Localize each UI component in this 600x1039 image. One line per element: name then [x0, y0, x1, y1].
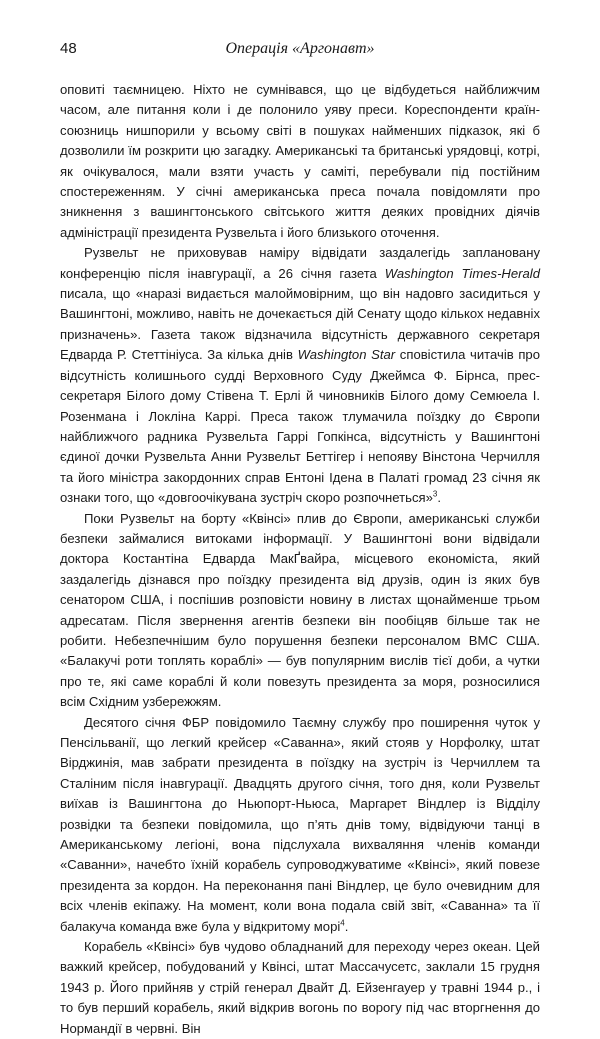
paragraph-2-part-4: .: [437, 490, 441, 506]
paragraph-1: оповиті таємницею. Ніхто не сумнівався, що це відбудеться найближчим часом, але питання коли і де полонило уяву преси. Кореспонденти країн-союзниць нишпорили у всьому світі в пошуках найменших підказок, які б дозволили їм розкрити цю загадку. Американські та британські урядовці, котрі, як очікувалося, мали взяти участь у саміті, перебували під постійним спостереженням. У січні американська преса почала повідомляти про зникнення з вашингтонського світського життя деяких провідних діячів адміністрації президента Рузвельта і його близького оточення.: [60, 82, 540, 240]
body-text: [60, 80, 540, 1039]
paragraph-4-part-2: .: [344, 918, 349, 934]
newspaper-title-times-herald: Washington Times-Herald: [384, 265, 540, 281]
page-number: 48: [60, 40, 77, 57]
paragraph-5: Корабель «Квінсі» був чудово обладнаний для переходу через океан. Цей важкий крейсер, побудований у Квінсі, штат Массачусетс, заклали 15 грудня 1943 р. Його прийняв у стрій генерал Двайт Д. Ейзенгауер у травні 1944 р., і то був перший корабель, який відкрив вогонь по ворогу під час вторгнення до Нормандії в червні. Він: [60, 939, 540, 1036]
paragraph-2-part-2: писала, що «наразі видається малоймовірним, що він надовго засидиться у Вашингтоні, можливо, навіть не дочекається дій Сенату щодо кількох недавніх призначень». Газета також відзначила відсутність державного секретаря Едварда Р. Стеттініуса. За кілька днів: [60, 286, 540, 363]
footnote-ref-3[interactable]: 3: [432, 489, 438, 499]
newspaper-title-star: Washington Star: [297, 347, 396, 363]
paragraph-4-part-1: Десятого січня ФБР повідомило Таємну службу про поширення чуток у Пенсільванії, що легкий крейсер «Саванна», який стояв у Норфолку, штат Вірджинія, мав забрати президента в поїздку на зустріч із Черчиллем та Сталіним після інавгурації. Двадцять другого січня, того дня, коли Рузвельт виїхав із Вашингтона до Ньюпорт-Ньюса, Маргарет Віндлер із Відділу розвідки та безпеки повідомила, що п’ять днів тому, відвідуючи танці в Американському легіоні, вона підслухала вихваляння членів команди «Саванни», начебто їхній корабель супроводжуватиме «Квінсі», який повезе президента за кордон. На переконання пані Віндлер, це було очевидним для всіх членів екіпажу. На момент, коли вона подала свій звіт, «Саванна» та її балакуча команда вже була у відкритому морі: [60, 714, 540, 934]
paragraph-2-part-1: Рузвельт не приховував наміру відвідати заздалегідь заплановану конференцію після інавгурації, а 26 січня газета: [60, 245, 540, 281]
paragraph-4: [60, 713, 540, 937]
page-header: [60, 40, 540, 64]
paragraph-3: Поки Рузвельт на борту «Квінсі» плив до Європи, американські служби безпеки займалися витоками інформації. У Вашингтоні вони відвідали доктора Костантіна Едварда МакҐвайра, місцевого економіста, який заздалегідь дізнався про поїздку президента від друзів, один із яких був сенатором США, і поспішив розповісти новину в листах щонайменше трьом адресатам. Після звернення агентів безпеки він пообіцяв більше так не робити. Небезпечнішим було порушення безпеки персоналом ВМС США. «Балакучі роти топлять кораблі» — був популярним вислів тієї доби, а чутки про те, які саме кораблі й коли повезуть президента за моря, розносилися всім Східним узбережжям.: [60, 510, 540, 710]
footnote-ref-4[interactable]: 4: [340, 918, 345, 928]
running-title: Операція «Аргонавт»: [225, 40, 375, 57]
paragraph-2-part-3: сповістила читачів про відсутність колишнього судді Верховного Суду Джеймса Ф. Бірнса, прес-секретаря Білого дому Стівена Т. Ерлі й чиновників Білого дому Семюела І. Розенмана і Локліна Каррі. Преса також тлумачила поїздку до Європи найближчого радника Рузвельта Гаррі Гопкінса, відсутність у Вашингтоні єдиної дочки Рузвельта Анни Рузвельт Беттігер і непояву Вінстона Черчилля та його міністра закордонних справ Ентоні Ідена в Палаті громад 23 січня як ознаки того, що «довгоочікувана зустріч скоро розпочнеться»: [60, 347, 540, 506]
paragraph-2: [60, 243, 540, 508]
